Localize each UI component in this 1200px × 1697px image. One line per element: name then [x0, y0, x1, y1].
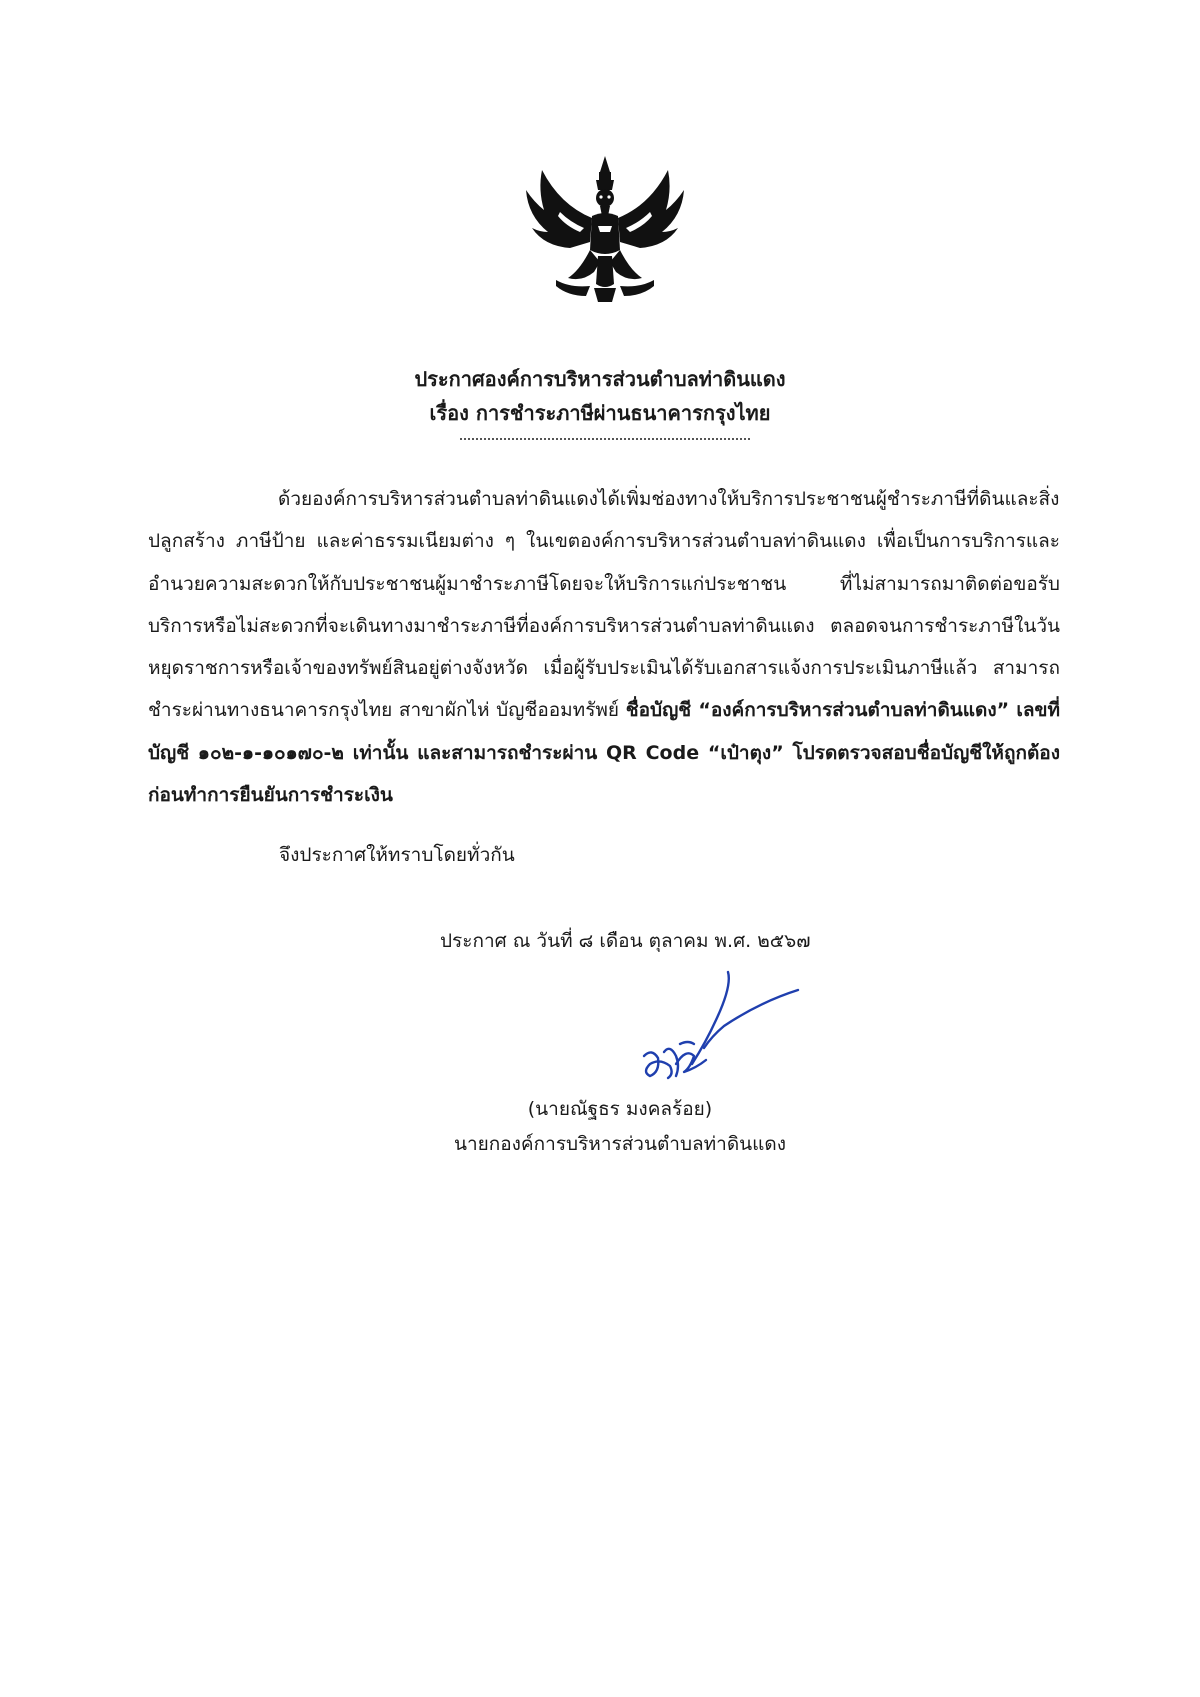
account-details: ชื่อบัญชี “องค์การบริหารส่วนตำบลท่าดินแดง” เลขที่บัญชี ๑๐๒-๑-๑๐๑๗๐-๒ เท่านั้น และสามารถชำระผ่าน QR Code “เป๋าตุง” โปรดตรวจสอบชื่อบัญชีให้ถูกต้องก่อนทำการยืนยันการชำระเงิน: [148, 699, 1060, 807]
closing-statement: จึงประกาศให้ทราบโดยทั่วกัน: [279, 844, 515, 866]
dotted-divider: [460, 438, 750, 440]
announcement-body: [148, 478, 1060, 816]
garuda-emblem-icon: [520, 150, 690, 310]
signer-title: นายกองค์การบริหารส่วนตำบลท่าดินแดง: [453, 1133, 787, 1155]
announcement-subject: เรื่อง การชำระภาษีผ่านธนาคารกรุงไทย: [429, 401, 771, 425]
handwritten-signature: [620, 968, 820, 1098]
signer-name: (นายณัฐธร มงคลร้อย): [527, 1098, 713, 1120]
announcement-date: ประกาศ ณ วันที่ ๘ เดือน ตุลาคม พ.ศ. ๒๕๖๗: [440, 930, 811, 952]
announcement-title: ประกาศองค์การบริหารส่วนตำบลท่าดินแดง: [414, 367, 786, 391]
body-paragraph: ด้วยองค์การบริหารส่วนตำบลท่าดินแดงได้เพิ่มช่องทางให้บริการประชาชนผู้ชำระภาษีที่ดินและสิ่งปลูกสร้าง ภาษีป้าย และค่าธรรมเนียมต่าง ๆ ในเขตองค์การบริหารส่วนตำบลท่าดินแดง เพื่อเป็นการบริการและอำนวยความสะดวกให้กับประชาชนผู้มาชำระภาษีโดยจะให้บริการแก่ประชาชน ที่ไม่สามารถมาติดต่อขอรับบริการหรือไม่สะดวกที่จะเดินทางมาชำระภาษีที่องค์การบริหารส่วนตำบลท่าดินแดง ตลอดจนการชำระภาษีในวันหยุดราชการหรือเจ้าของทรัพย์สินอยู่ต่างจังหวัด เมื่อผู้รับประเมินได้รับเอกสารแจ้งการประเมินภาษีแล้ว สามารถชำระผ่านทางธนาคารกรุงไทย สาขาผักไห่ บัญชีออมทรัพย์: [148, 488, 1060, 722]
